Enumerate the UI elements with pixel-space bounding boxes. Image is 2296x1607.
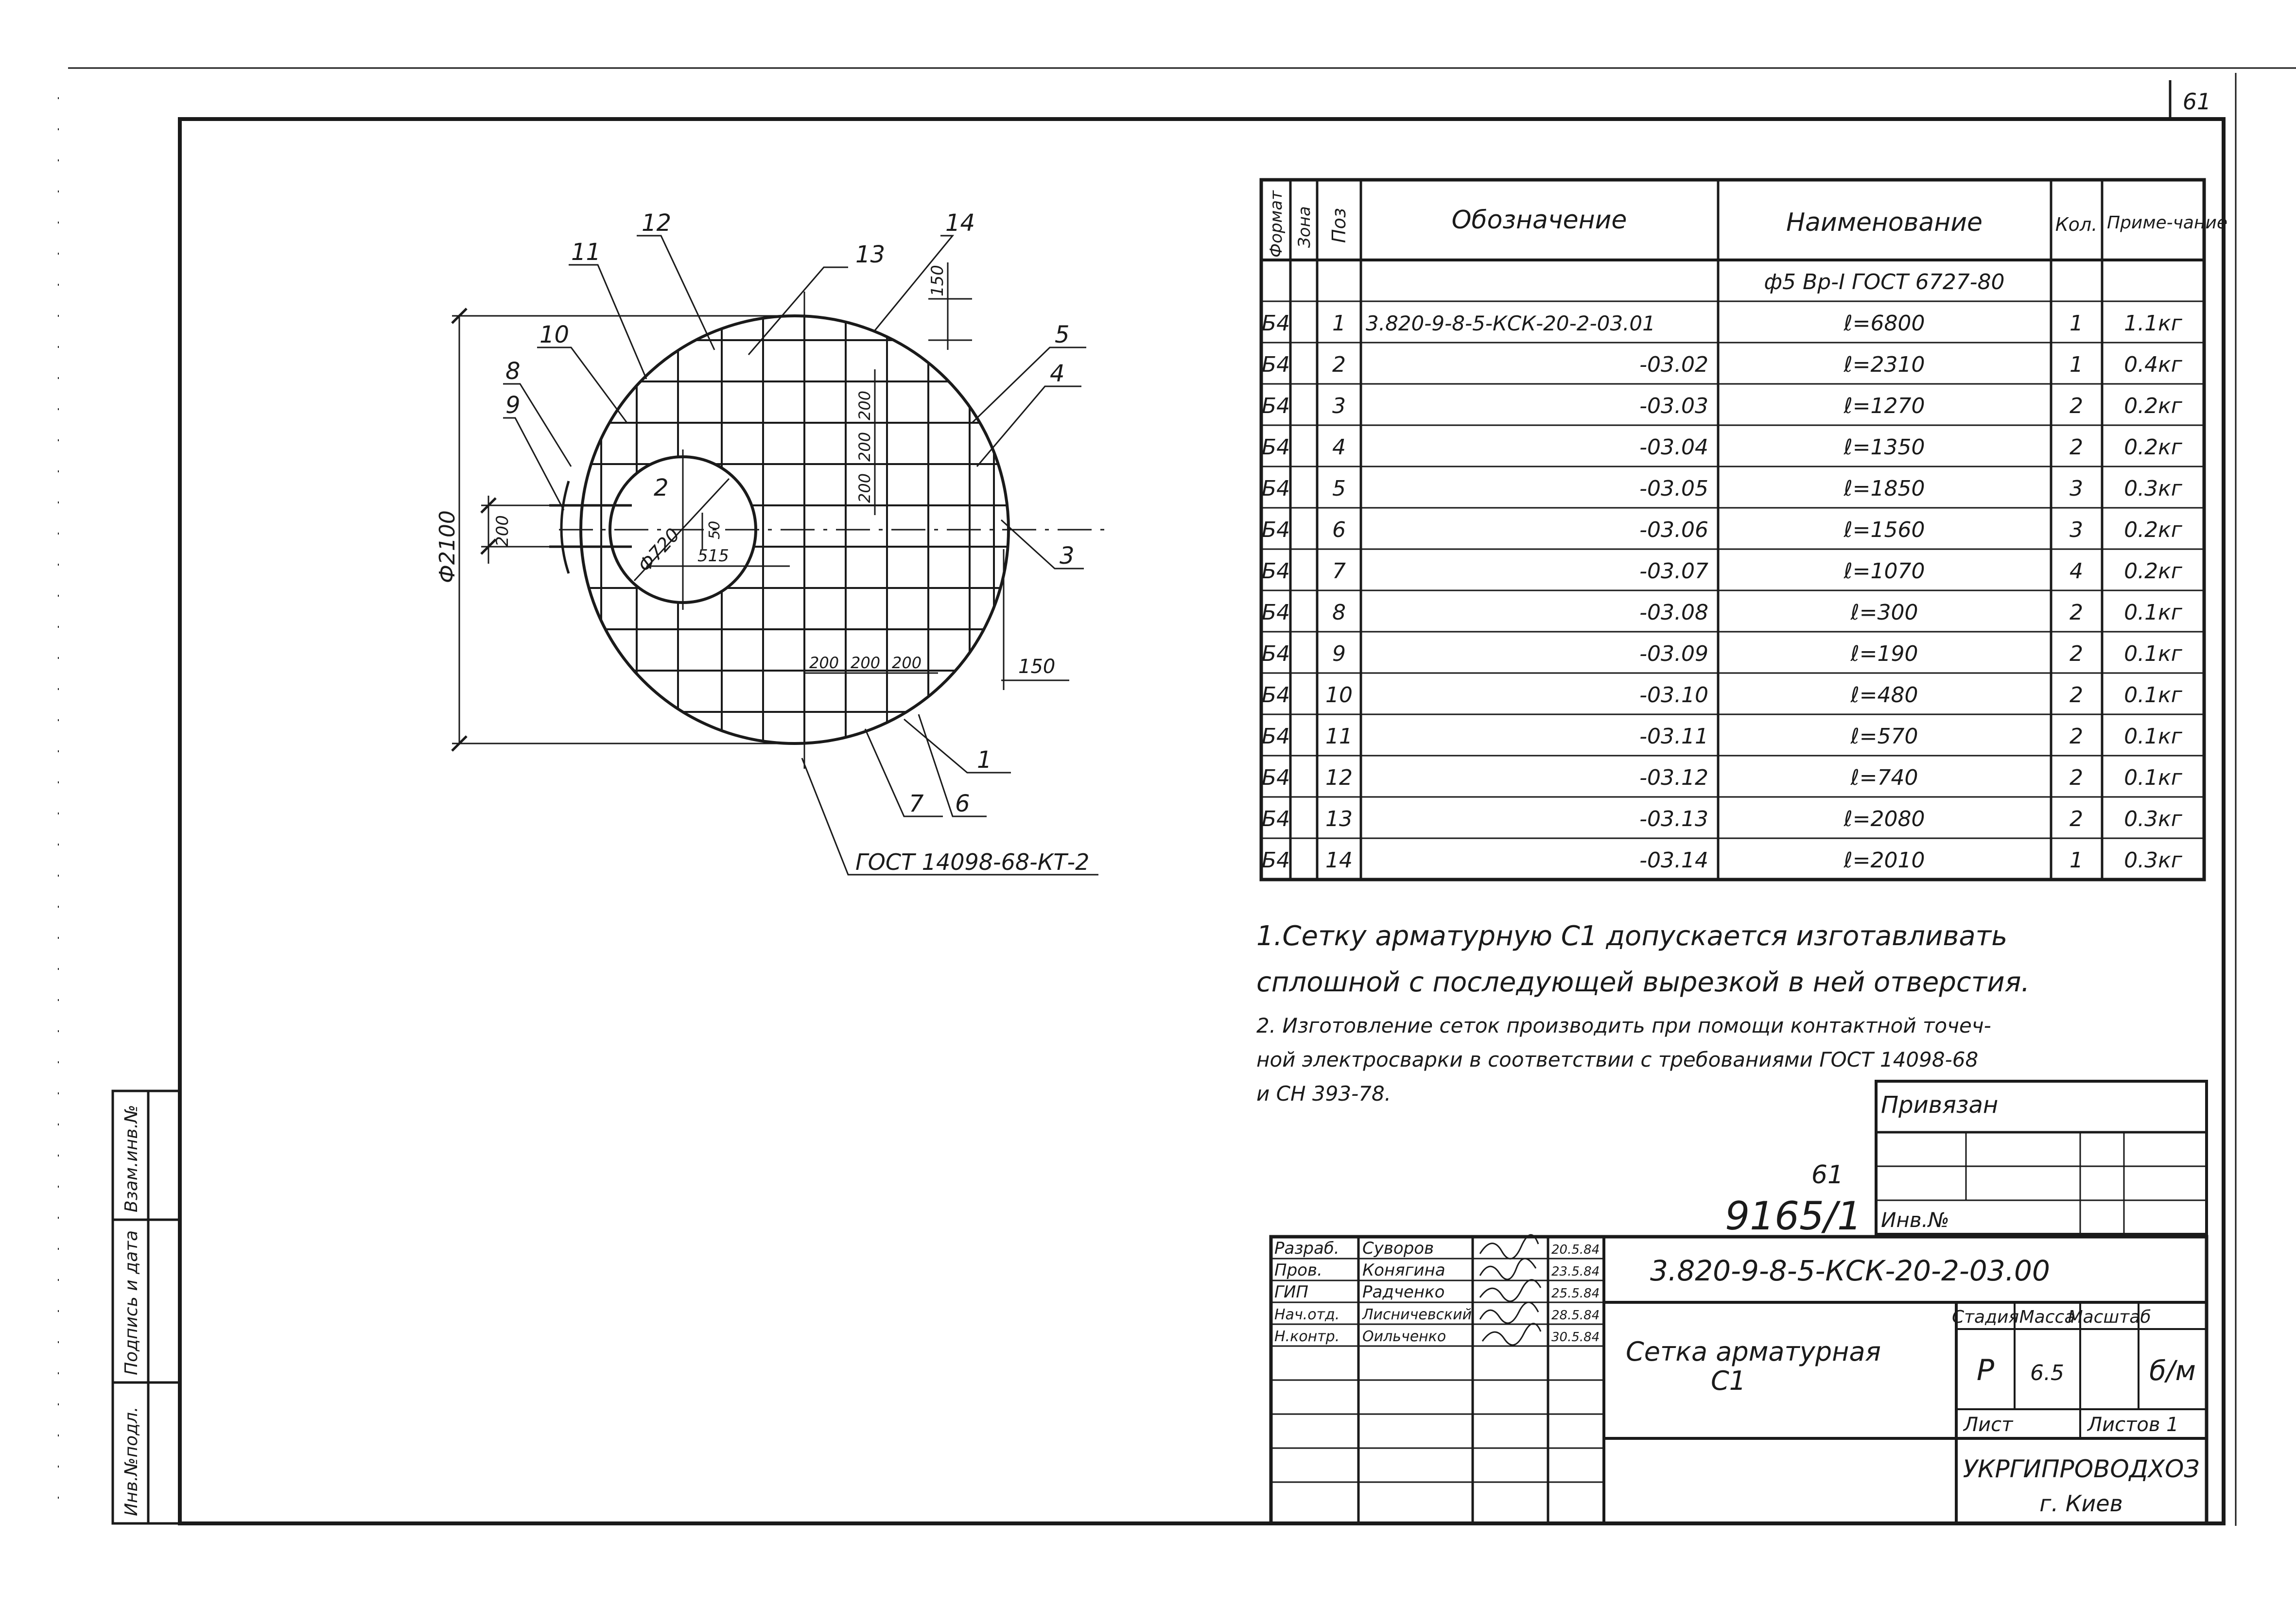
row-qty: 1: [2070, 352, 2083, 377]
organization-name: УКРГИПРОВОДХОЗ: [1963, 1455, 2200, 1483]
table-row: [1262, 476, 2183, 501]
row-designation: -03.05: [1639, 476, 1708, 501]
pos-label-5: 5: [1055, 321, 1070, 348]
row-name: ℓ=2310: [1844, 352, 1925, 377]
row-pos: 9: [1332, 641, 1346, 666]
signature-row: [1274, 1306, 1600, 1323]
pos-label-9: 9: [505, 392, 521, 419]
mass-value: 6.5: [2030, 1361, 2064, 1385]
sig-role: Н.контр.: [1274, 1328, 1340, 1345]
note-1-line-2: сплошной с последующей вырезкой в ней отверстия.: [1256, 967, 2030, 998]
note-1-line-1: 1.Сетку арматурную С1 допускается изготавливать: [1256, 920, 2008, 952]
row-pos: 14: [1325, 848, 1353, 873]
gost-label: ГОСТ 14098-68-КТ-2: [855, 849, 1090, 875]
row-qty: 4: [2070, 559, 2083, 584]
th-pos: Поз: [1328, 207, 1350, 243]
sig-name: Радченко: [1362, 1282, 1445, 1302]
archive-number-top: 61: [1811, 1160, 1844, 1190]
row-pos: 5: [1332, 476, 1346, 501]
row-format: Б4: [1261, 518, 1290, 542]
sig-name: Оильченко: [1362, 1328, 1446, 1345]
row-qty: 2: [2070, 600, 2083, 625]
row-format: Б4: [1261, 352, 1290, 377]
row-name: ℓ=2010: [1844, 848, 1925, 873]
mesh-drawing: [435, 209, 1108, 875]
note-2-line-1: 2. Изготовление сеток производить при помощи контактной точеч-: [1256, 1014, 1991, 1037]
row-note: 0.2кг: [2124, 435, 2182, 460]
sig-role: Пров.: [1274, 1261, 1322, 1280]
th-qty: Кол.: [2055, 214, 2098, 235]
row-designation: -03.06: [1639, 518, 1708, 542]
pos-label-13: 13: [855, 241, 886, 268]
row-designation: -03.11: [1639, 724, 1708, 749]
signature-row: [1274, 1261, 1600, 1280]
signature-marks: [1480, 1235, 1541, 1345]
table-row: [1262, 848, 2183, 873]
row-designation: -03.12: [1639, 765, 1708, 790]
row-qty: 2: [2070, 641, 2083, 666]
dim-200-left: 200: [493, 515, 512, 547]
signature-rows: [1274, 1239, 1600, 1345]
sheet-number: 61: [2182, 88, 2211, 115]
row-designation: -03.08: [1639, 600, 1708, 625]
row-qty: 2: [2070, 394, 2083, 418]
row-qty: 2: [2070, 724, 2083, 749]
row-note: 0.2кг: [2124, 518, 2182, 542]
dim-200-vertical-2: 200: [855, 432, 874, 462]
pos-label-7: 7: [909, 790, 924, 817]
row-pos: 3: [1332, 394, 1346, 418]
row-format: Б4: [1261, 641, 1290, 666]
row-name: ℓ=1350: [1844, 435, 1925, 460]
row-format: Б4: [1261, 311, 1290, 336]
leader-lines: [503, 236, 1098, 875]
row-note: 0.3кг: [2124, 807, 2182, 831]
table-row: [1262, 352, 2183, 377]
row-pos: 6: [1332, 518, 1346, 542]
row-note: 0.1кг: [2124, 600, 2182, 625]
pos-label-3: 3: [1060, 542, 1075, 570]
material-row: ф5 Вр-I ГОСТ 6727-80: [1764, 270, 2005, 294]
inv-number-label: Инв.№: [1881, 1208, 1949, 1232]
row-pos: 12: [1325, 765, 1353, 790]
sig-date: 23.5.84: [1551, 1264, 1600, 1279]
sheet-label: Лист: [1964, 1414, 2013, 1436]
row-designation: -03.09: [1639, 641, 1708, 666]
row-format: Б4: [1261, 765, 1290, 790]
row-qty: 2: [2070, 807, 2083, 831]
table-row: [1262, 559, 2183, 584]
row-note: 0.1кг: [2124, 724, 2182, 749]
row-name: ℓ=1270: [1844, 394, 1925, 418]
row-name: ℓ=480: [1850, 683, 1918, 708]
dim-150-right: 150: [1018, 656, 1056, 678]
row-note: 0.2кг: [2124, 394, 2182, 418]
row-name: ℓ=2080: [1844, 807, 1925, 831]
pos-label-1: 1: [977, 746, 992, 774]
table-row: [1262, 435, 2183, 460]
scale-label: Масштаб: [2068, 1307, 2151, 1327]
row-name: ℓ=6800: [1844, 311, 1925, 336]
row-pos: 8: [1332, 600, 1346, 625]
row-designation: -03.10: [1639, 683, 1708, 708]
pos-label-4: 4: [1050, 360, 1065, 387]
spec-table-grid: [1261, 180, 2204, 880]
row-pos: 1: [1332, 311, 1346, 336]
title-line-2: С1: [1711, 1365, 1746, 1396]
row-format: Б4: [1261, 848, 1290, 873]
row-name: ℓ=1070: [1844, 559, 1925, 584]
table-row: [1262, 724, 2183, 749]
pos-label-11: 11: [571, 239, 601, 266]
row-note: 0.2кг: [2124, 559, 2182, 584]
row-note: 0.3кг: [2124, 848, 2182, 873]
sig-date: 30.5.84: [1551, 1330, 1600, 1345]
row-designation: 3.820-9-8-5-КСК-20-2-03.01: [1366, 311, 1655, 335]
dim-200-vertical-3: 200: [855, 390, 874, 420]
row-pos: 10: [1325, 683, 1353, 708]
row-designation: -03.04: [1639, 435, 1708, 460]
table-row: [1262, 311, 2183, 336]
dim-200-bottom-3: 200: [892, 654, 922, 672]
note-2-line-2: ной электросварки в соответствии с требованиями ГОСТ 14098-68: [1256, 1048, 1979, 1071]
signature-row: [1274, 1328, 1600, 1345]
table-row: [1262, 518, 2183, 542]
sig-date: 20.5.84: [1551, 1243, 1600, 1257]
row-name: ℓ=300: [1850, 600, 1918, 625]
dim-50: 50: [706, 520, 723, 539]
privyazan-label: Привязан: [1881, 1091, 1999, 1119]
row-qty: 2: [2070, 435, 2083, 460]
row-pos: 11: [1325, 724, 1353, 749]
pos-label-14: 14: [945, 209, 975, 237]
stage-value: Р: [1976, 1353, 1995, 1387]
title-line-1: Сетка арматурная: [1626, 1336, 1881, 1367]
signature-row: [1274, 1282, 1600, 1302]
row-pos: 7: [1332, 559, 1346, 584]
row-name: ℓ=1850: [1844, 476, 1925, 501]
table-row: [1262, 641, 2183, 666]
sheets-label: Листов 1: [2087, 1414, 2179, 1436]
row-name: ℓ=740: [1850, 765, 1918, 790]
sig-date: 28.5.84: [1551, 1308, 1600, 1323]
row-designation: -03.03: [1639, 394, 1708, 418]
th-name: Наименование: [1786, 208, 1983, 237]
table-row: [1262, 600, 2183, 625]
row-designation: -03.02: [1639, 352, 1708, 377]
th-note: Приме-чание: [2107, 213, 2228, 233]
sig-role: Нач.отд.: [1274, 1306, 1340, 1323]
row-pos: 4: [1332, 435, 1346, 460]
mass-label: Масса: [2019, 1307, 2075, 1327]
signature-row: [1274, 1239, 1600, 1258]
sig-role: ГИП: [1274, 1282, 1308, 1302]
row-format: Б4: [1261, 559, 1290, 584]
th-designation: Обозначение: [1451, 206, 1627, 235]
sig-date: 25.5.84: [1551, 1286, 1600, 1301]
stage-label: Стадия: [1951, 1307, 2019, 1327]
scale-value: б/м: [2149, 1355, 2196, 1387]
organization-city: г. Киев: [2039, 1490, 2123, 1517]
stamp-inv-podl: Инв.№подл.: [122, 1406, 141, 1516]
row-format: Б4: [1261, 394, 1290, 418]
sig-role: Разраб.: [1274, 1239, 1339, 1258]
table-row: [1262, 683, 2183, 708]
row-format: Б4: [1261, 476, 1290, 501]
row-note: 1.1кг: [2124, 311, 2182, 336]
row-name: ℓ=1560: [1844, 518, 1925, 542]
row-note: 0.3кг: [2124, 476, 2182, 501]
stamp-podpis-data: Подпись и дата: [122, 1230, 141, 1375]
row-format: Б4: [1261, 724, 1290, 749]
row-note: 0.4кг: [2124, 352, 2182, 377]
dim-515: 515: [697, 546, 729, 566]
dim-150-top: 150: [928, 265, 947, 296]
row-note: 0.1кг: [2124, 641, 2182, 666]
archive-number: 9165/1: [1725, 1193, 1862, 1239]
row-format: Б4: [1261, 600, 1290, 625]
row-note: 0.1кг: [2124, 765, 2182, 790]
row-format: Б4: [1261, 683, 1290, 708]
row-format: Б4: [1261, 807, 1290, 831]
dim-diameter-inner: Ф720: [633, 524, 684, 577]
sig-name: Лисничевский: [1362, 1306, 1472, 1323]
th-format: Формат: [1267, 190, 1286, 258]
row-name: ℓ=570: [1850, 724, 1918, 749]
pos-label-12: 12: [642, 209, 672, 237]
pos-label-6: 6: [955, 790, 970, 817]
row-qty: 3: [2070, 476, 2083, 501]
row-note: 0.1кг: [2124, 683, 2182, 708]
pos-label-2: 2: [654, 474, 669, 501]
pos-label-8: 8: [505, 358, 521, 385]
dim-200-bottom-2: 200: [851, 654, 881, 672]
table-row: [1262, 765, 2183, 790]
table-row: [1262, 394, 2183, 418]
row-name: ℓ=190: [1850, 641, 1918, 666]
row-designation: -03.07: [1639, 559, 1708, 584]
row-qty: 2: [2070, 683, 2083, 708]
pos-label-10: 10: [539, 321, 570, 348]
stamp-vzam-inv: Взам.инв.№: [122, 1105, 141, 1212]
row-qty: 1: [2070, 311, 2083, 336]
th-zone: Зона: [1295, 206, 1314, 248]
dim-200-bottom-1: 200: [809, 654, 839, 672]
dim-200-vertical-1: 200: [855, 473, 874, 503]
row-qty: 2: [2070, 765, 2083, 790]
row-designation: -03.14: [1639, 848, 1708, 873]
dim-diameter-outer: Ф2100: [435, 510, 460, 583]
note-2-line-3: и СН 393-78.: [1256, 1082, 1392, 1106]
row-pos: 2: [1332, 352, 1346, 377]
table-row: [1262, 807, 2183, 831]
spec-rows: [1262, 311, 2183, 873]
document-code: 3.820-9-8-5-КСК-20-2-03.00: [1650, 1254, 2050, 1287]
row-qty: 1: [2070, 848, 2083, 873]
row-qty: 3: [2070, 518, 2083, 542]
sig-name: Суворов: [1362, 1239, 1434, 1258]
sig-name: Конягина: [1362, 1261, 1445, 1280]
row-format: Б4: [1261, 435, 1290, 460]
row-pos: 13: [1325, 807, 1353, 831]
row-designation: -03.13: [1639, 807, 1708, 831]
